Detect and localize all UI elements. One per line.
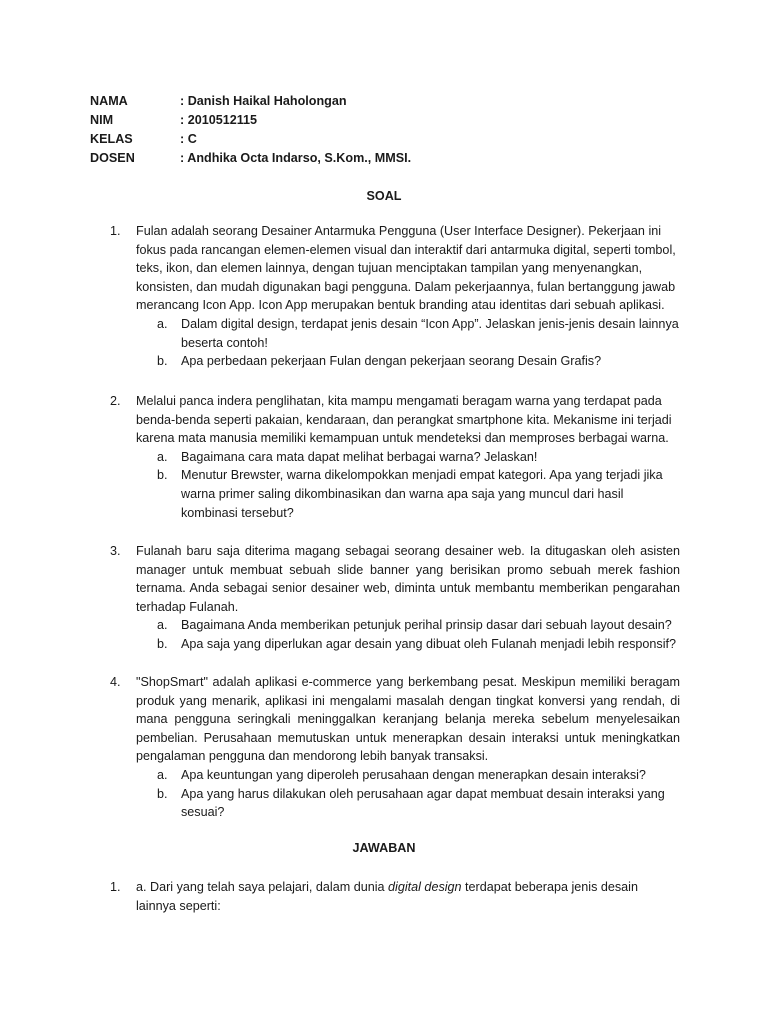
identity-row-kelas bbox=[90, 130, 411, 149]
question-3 bbox=[110, 542, 680, 654]
sub-question bbox=[136, 635, 680, 654]
sub-question-letter: b. bbox=[157, 354, 168, 369]
question-1 bbox=[110, 222, 680, 371]
question-4-body bbox=[110, 673, 680, 822]
answer-1 bbox=[110, 878, 680, 915]
sub-question bbox=[136, 785, 680, 822]
question-number: 1. bbox=[110, 224, 121, 238]
sub-question bbox=[136, 315, 680, 352]
answer-text-after: terdapat beberapa jenis desain lainnya seperti: bbox=[136, 880, 638, 913]
sub-question-letter: b. bbox=[157, 786, 168, 801]
question-text: "ShopSmart" adalah aplikasi e-commerce yang berkembang pesat. Meskipun memiliki beragam produk yang menarik, aplikasi ini mengalami masalah dengan tingkat konversi yang rendah, di mana pengguna seringkali meninggalkan keranjang belanja mereka sebelum menyelesaikan pembelian. Perusahaan memutuskan untuk menerapkan desain interaksi untuk meningkatkan pengalaman pengguna dan mendorong lebih banyak transaksi. bbox=[136, 675, 680, 764]
kelas-label: KELAS bbox=[90, 132, 133, 146]
question-text: Fulan adalah seorang Desainer Antarmuka Pengguna (User Interface Designer). Pekerjaan ini fokus pada rancangan elemen-elemen visual dan interaktif dari antarmuka digital, seperti tombol, teks, ikon, dan elemen lainnya, dengan tujuan menciptakan tampilan yang menyenangkan, konsisten, dan mudah digunakan bagi pengguna. Dalam pekerjaannya, fulan bertanggung jawab merancang Icon App. Icon App merupakan bentuk branding atau identitas dari sebuah aplikasi. bbox=[136, 224, 676, 313]
nim-value: : 2010512115 bbox=[180, 113, 258, 127]
soal-heading: SOAL bbox=[366, 189, 402, 203]
sub-question-text: Apa keuntungan yang diperoleh perusahaan dengan menerapkan desain interaksi? bbox=[181, 767, 646, 782]
nama-value: : Danish Haikal Haholongan bbox=[180, 94, 347, 108]
question-4 bbox=[110, 673, 680, 822]
sub-question-text: Dalam digital design, terdapat jenis desain “Icon App”. Jelaskan jenis-jenis desain lainnya beserta contoh! bbox=[181, 316, 679, 350]
question-2 bbox=[110, 392, 680, 522]
dosen-value: : Andhika Octa Indarso, S.Kom., MMSI. bbox=[180, 151, 412, 165]
sub-question-letter: a. bbox=[157, 449, 168, 464]
identity-block bbox=[90, 92, 411, 168]
sub-question-letter: b. bbox=[157, 468, 168, 483]
identity-row-nim bbox=[90, 111, 411, 130]
question-2-body bbox=[110, 392, 680, 522]
sub-question-text: Bagaimana Anda memberikan petunjuk perihal prinsip dasar dari sebuah layout desain? bbox=[181, 618, 672, 633]
sub-question-letter: a. bbox=[157, 618, 168, 633]
kelas-value: : C bbox=[180, 132, 197, 146]
jawaban-heading: JAWABAN bbox=[352, 841, 416, 855]
answer-number: 1. bbox=[110, 880, 121, 894]
question-text: Fulanah baru saja diterima magang sebagai seorang desainer web. Ia ditugaskan oleh asisten manager untuk membuat sebuah slide banner yang berisikan promo sebuah merek fashion ternama. Anda sebagai senior desainer web, diminta untuk membantu memberikan pengarahan terhadap Fulanah. bbox=[136, 544, 680, 614]
nama-label: NAMA bbox=[90, 94, 128, 108]
identity-row-dosen bbox=[90, 149, 411, 168]
sub-question-letter: b. bbox=[157, 636, 168, 651]
question-3-body bbox=[110, 542, 680, 654]
sub-question-text: Apa perbedaan pekerjaan Fulan dengan pekerjaan seorang Desain Grafis? bbox=[181, 354, 602, 369]
sub-question-text: Bagaimana cara mata dapat melihat berbagai warna? Jelaskan! bbox=[181, 449, 538, 464]
sub-question-letter: a. bbox=[157, 316, 168, 331]
answer-text-before: a. Dari yang telah saya pelajari, dalam dunia bbox=[136, 880, 389, 894]
question-number: 4. bbox=[110, 675, 121, 689]
sub-question-text: Apa yang harus dilakukan oleh perusahaan agar dapat membuat desain interaksi yang sesuai? bbox=[181, 786, 665, 820]
dosen-label: DOSEN bbox=[90, 151, 135, 165]
answer-text-italic: digital design bbox=[388, 880, 462, 894]
sub-question bbox=[136, 616, 680, 635]
sub-question-letter: a. bbox=[157, 767, 168, 782]
nim-label: NIM bbox=[90, 113, 114, 127]
identity-row-nama bbox=[90, 92, 411, 111]
question-number: 2. bbox=[110, 394, 121, 408]
sub-question bbox=[136, 448, 680, 467]
question-number: 3. bbox=[110, 544, 121, 558]
sub-question bbox=[136, 766, 680, 785]
question-1-body bbox=[110, 222, 680, 371]
sub-question-text: Apa saja yang diperlukan agar desain yang dibuat oleh Fulanah menjadi lebih responsif? bbox=[181, 636, 676, 651]
sub-question bbox=[136, 466, 680, 522]
question-text: Melalui panca indera penglihatan, kita mampu mengamati beragam warna yang terdapat pada benda-benda seperti pakaian, kendaraan, dan perangkat smartphone kita. Mekanisme ini terjadi karena mata manusia memiliki kemampuan untuk mendeteksi dan memproses berbagai warna. bbox=[136, 394, 672, 446]
answer-text bbox=[136, 878, 680, 915]
answer-1-body bbox=[110, 878, 680, 915]
sub-question-text: Menutur Brewster, warna dikelompokkan menjadi empat kategori. Apa yang terjadi jika warna primer saling dikombinasikan dan warna apa saja yang muncul dari hasil kombinasi tersebut? bbox=[181, 468, 663, 520]
sub-question bbox=[136, 352, 680, 371]
